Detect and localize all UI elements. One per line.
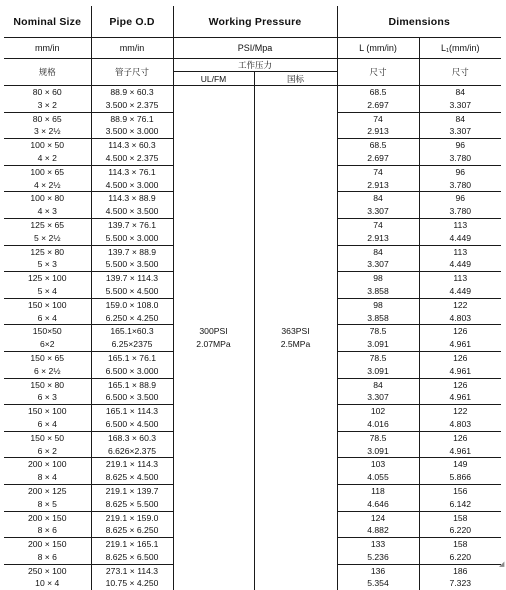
length-L-mm: 74 [337,112,419,125]
length-L-mm: 78.5 [337,325,419,338]
length-L1-mm: 158 [419,511,501,524]
pipe-od-in: 6.626×2.375 [91,445,173,458]
pressure-gb-mpa: 2.5MPa [281,339,311,349]
unit-L: L (mm/in) [337,38,419,59]
units-row [4,38,501,59]
nominal-size-in: 4 × 2 [4,152,91,165]
pipe-od-in: 5.500 × 4.500 [91,285,173,298]
nominal-size-mm: 150 × 100 [4,298,91,311]
length-L1-mm: 158 [419,538,501,551]
pipe-od-in: 6.25×2375 [91,338,173,351]
length-L-mm: 133 [337,538,419,551]
length-L1-mm: 96 [419,165,501,178]
length-L-in: 2.697 [337,152,419,165]
length-L1-in: 3.307 [419,125,501,138]
nominal-size-in: 8 × 5 [4,498,91,511]
pipe-od-mm: 219.1 × 114.3 [91,458,173,471]
pipe-od-mm: 168.3 × 60.3 [91,431,173,444]
nominal-size-mm: 125 × 65 [4,218,91,231]
nominal-size-in: 6 × 2½ [4,365,91,378]
nominal-size-mm: 150 × 50 [4,431,91,444]
pipe-od-mm: 114.3 × 88.9 [91,192,173,205]
length-L-in: 3.307 [337,391,419,404]
unit-pipe-od: mm/in [91,38,173,59]
pressure-national-cell [254,86,337,590]
nominal-size-mm: 200 × 100 [4,458,91,471]
length-L1-in: 6.142 [419,498,501,511]
pipe-od-mm: 159.0 × 108.0 [91,298,173,311]
cn-label-row-1 [4,59,501,72]
length-L-mm: 84 [337,245,419,258]
header-working-pressure: Working Pressure [173,6,337,38]
nominal-size-in: 6 × 2 [4,445,91,458]
unit-pressure: PSI/Mpa [173,38,337,59]
pipe-od-mm: 139.7 × 76.1 [91,218,173,231]
length-L-mm: 84 [337,378,419,391]
length-L1-in: 4.961 [419,391,501,404]
pipe-od-in: 6.500 × 3.000 [91,365,173,378]
pressure-ul-psi: 300PSI [199,326,227,336]
nominal-size-in: 5 × 3 [4,258,91,271]
length-L1-mm: 126 [419,325,501,338]
unit-L1: L₁(mm/in) [419,38,501,59]
label-od: 管子尺寸 [91,59,173,86]
pipe-od-in: 3.500 × 3.000 [91,125,173,138]
pressure-gb-psi: 363PSI [281,326,309,336]
pipe-od-in: 6.250 × 4.250 [91,312,173,325]
pipe-od-mm: 114.3 × 60.3 [91,139,173,152]
length-L-in: 2.913 [337,125,419,138]
title-row [4,6,501,38]
length-L1-in: 4.449 [419,258,501,271]
length-L-in: 3.307 [337,258,419,271]
length-L-mm: 74 [337,218,419,231]
pressure-ul-fm-cell [173,86,254,590]
length-L1-mm: 122 [419,298,501,311]
nominal-size-in: 8 × 6 [4,551,91,564]
pipe-od-mm: 273.1 × 114.3 [91,564,173,577]
length-L-in: 4.016 [337,418,419,431]
length-L1-in: 5.866 [419,471,501,484]
length-L-in: 4.646 [337,498,419,511]
length-L-mm: 136 [337,564,419,577]
nominal-size-mm: 100 × 65 [4,165,91,178]
nominal-size-mm: 150 × 100 [4,405,91,418]
length-L1-mm: 126 [419,351,501,364]
length-L1-mm: 113 [419,245,501,258]
length-L1-mm: 113 [419,218,501,231]
length-L1-mm: 126 [419,431,501,444]
nominal-size-mm: 125 × 100 [4,272,91,285]
length-L1-mm: 84 [419,86,501,99]
length-L-mm: 103 [337,458,419,471]
pipe-od-mm: 114.3 × 76.1 [91,165,173,178]
pipe-od-in: 5.500 × 3.500 [91,258,173,271]
pipe-od-mm: 165.1 × 76.1 [91,351,173,364]
nominal-size-mm: 250 × 100 [4,564,91,577]
length-L1-in: 3.780 [419,205,501,218]
length-L1-in: 4.961 [419,338,501,351]
length-L1-in: 3.780 [419,152,501,165]
pipe-od-in: 4.500 × 2.375 [91,152,173,165]
length-L1-mm: 186 [419,564,501,577]
pipe-od-in: 6.500 × 4.500 [91,418,173,431]
length-L1-in: 4.803 [419,418,501,431]
length-L-in: 4.882 [337,524,419,537]
pipe-dimensions-table [4,6,501,590]
length-L-in: 3.858 [337,285,419,298]
nominal-size-mm: 125 × 80 [4,245,91,258]
length-L1-in: 7.323 [419,577,501,590]
table-row [4,86,501,99]
length-L1-in: 4.961 [419,365,501,378]
pressure-ul-mpa: 2.07MPa [196,339,230,349]
length-L1-in: 4.961 [419,445,501,458]
pipe-od-mm: 219.1 × 159.0 [91,511,173,524]
pipe-od-in: 3.500 × 2.375 [91,99,173,112]
nominal-size-in: 4 × 3 [4,205,91,218]
nominal-size-in: 6 × 4 [4,418,91,431]
length-L-in: 3.307 [337,205,419,218]
length-L1-in: 4.803 [419,312,501,325]
nominal-size-mm: 100 × 80 [4,192,91,205]
pipe-od-mm: 165.1×60.3 [91,325,173,338]
unit-nominal: mm/in [4,38,91,59]
label-size-L: 尺寸 [337,59,419,86]
nominal-size-in: 8 × 6 [4,524,91,537]
length-L-mm: 124 [337,511,419,524]
label-spec: 规格 [4,59,91,86]
length-L1-mm: 96 [419,139,501,152]
nominal-size-in: 10 × 4 [4,577,91,590]
length-L-mm: 68.5 [337,86,419,99]
length-L-mm: 118 [337,484,419,497]
length-L-in: 2.913 [337,232,419,245]
length-L-in: 3.091 [337,338,419,351]
label-working-pressure: 工作压力 [173,59,337,72]
length-L1-in: 4.449 [419,285,501,298]
length-L-mm: 68.5 [337,139,419,152]
nominal-size-mm: 200 × 150 [4,538,91,551]
nominal-size-mm: 200 × 125 [4,484,91,497]
spec-sheet [4,6,501,590]
length-L1-mm: 126 [419,378,501,391]
pipe-od-in: 4.500 × 3.000 [91,179,173,192]
nominal-size-mm: 150 × 65 [4,351,91,364]
nominal-size-in: 6 × 4 [4,312,91,325]
pipe-od-in: 4.500 × 3.500 [91,205,173,218]
label-ul-fm: UL/FM [173,72,254,86]
length-L1-in: 4.449 [419,232,501,245]
length-L1-in: 3.307 [419,99,501,112]
label-size-L1: 尺寸 [419,59,501,86]
length-L-mm: 84 [337,192,419,205]
pipe-od-in: 8.625 × 6.250 [91,524,173,537]
length-L-mm: 78.5 [337,351,419,364]
length-L1-in: 6.220 [419,551,501,564]
pipe-od-in: 8.625 × 6.500 [91,551,173,564]
pipe-od-in: 8.625 × 5.500 [91,498,173,511]
nominal-size-in: 8 × 4 [4,471,91,484]
nominal-size-in: 5 × 2½ [4,232,91,245]
header-dimensions: Dimensions [337,6,501,38]
length-L1-mm: 113 [419,272,501,285]
length-L1-mm: 122 [419,405,501,418]
header-pipe-od: Pipe O.D [91,6,173,38]
nominal-size-mm: 150×50 [4,325,91,338]
length-L-mm: 78.5 [337,431,419,444]
pipe-od-mm: 139.7 × 114.3 [91,272,173,285]
nominal-size-in: 6 × 3 [4,391,91,404]
length-L-mm: 98 [337,298,419,311]
nominal-size-mm: 200 × 150 [4,511,91,524]
nominal-size-in: 3 × 2 [4,99,91,112]
length-L1-in: 6.220 [419,524,501,537]
nominal-size-in: 4 × 2½ [4,179,91,192]
length-L-in: 3.858 [337,312,419,325]
label-national: 国标 [254,72,337,86]
nominal-size-mm: 100 × 50 [4,139,91,152]
nominal-size-in: 5 × 4 [4,285,91,298]
pipe-od-in: 10.75 × 4.250 [91,577,173,590]
length-L-in: 2.697 [337,99,419,112]
length-L-in: 5.354 [337,577,419,590]
length-L1-mm: 156 [419,484,501,497]
length-L-mm: 102 [337,405,419,418]
pipe-od-mm: 165.1 × 88.9 [91,378,173,391]
header-nominal-size: Nominal Size [4,6,91,38]
pipe-od-mm: 219.1 × 165.1 [91,538,173,551]
length-L-mm: 98 [337,272,419,285]
pipe-od-mm: 139.7 × 88.9 [91,245,173,258]
pipe-od-mm: 88.9 × 76.1 [91,112,173,125]
resize-grip-icon[interactable]: ◢ [499,562,505,568]
pipe-od-in: 6.500 × 3.500 [91,391,173,404]
length-L-in: 4.055 [337,471,419,484]
length-L-in: 3.091 [337,445,419,458]
nominal-size-mm: 150 × 80 [4,378,91,391]
nominal-size-in: 3 × 2½ [4,125,91,138]
pipe-od-mm: 88.9 × 60.3 [91,86,173,99]
nominal-size-in: 6×2 [4,338,91,351]
length-L-in: 5.236 [337,551,419,564]
pipe-od-mm: 219.1 × 139.7 [91,484,173,497]
length-L1-mm: 149 [419,458,501,471]
length-L-mm: 74 [337,165,419,178]
pipe-od-in: 5.500 × 3.000 [91,232,173,245]
length-L-in: 3.091 [337,365,419,378]
length-L1-in: 3.780 [419,179,501,192]
length-L1-mm: 96 [419,192,501,205]
length-L-in: 2.913 [337,179,419,192]
pipe-od-mm: 165.1 × 114.3 [91,405,173,418]
length-L1-mm: 84 [419,112,501,125]
nominal-size-mm: 80 × 60 [4,86,91,99]
pipe-od-in: 8.625 × 4.500 [91,471,173,484]
nominal-size-mm: 80 × 65 [4,112,91,125]
